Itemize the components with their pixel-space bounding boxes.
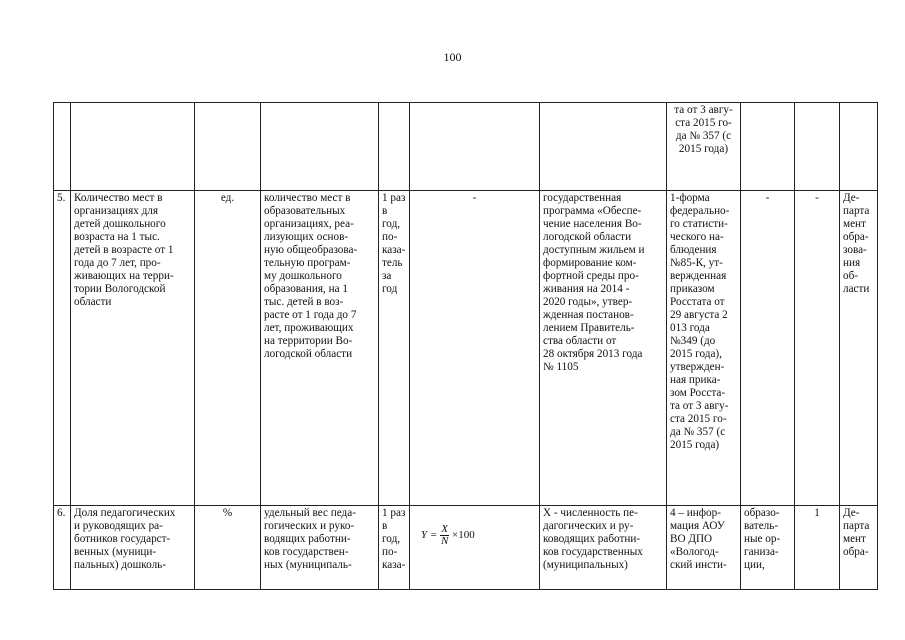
formula-fraction (440, 524, 449, 547)
formula-denominator: N (440, 535, 449, 547)
data-source: та от 3 авгу- ста 2015 го- да № 357 (с 2015 года) (667, 103, 741, 191)
formula-expression (421, 524, 475, 547)
page-number: 100 (443, 50, 462, 64)
formula-numerator: X (441, 523, 449, 535)
column-10: - (795, 191, 840, 506)
column-10: 1 (795, 506, 840, 590)
data-source: 1-форма федерально- го статисти- ческого на- блюдения №85-К, ут- вержденная приказом Росстата от 29 августа 2 013 года №349 (до 2015 года), утвержден- ная прика- зом Росста- та от 3 авгу- ста 2015 го- да № 357 (с 2015 года) (667, 191, 741, 506)
formula-rhs: ×100 (452, 529, 475, 541)
indicators-table (53, 102, 878, 590)
unit: ед. (195, 191, 261, 506)
unit (195, 103, 261, 191)
table-row (54, 506, 878, 590)
indicator-name (71, 103, 195, 191)
responsible (840, 103, 878, 191)
column-9: образо- ватель- ные ор- ганиза- ции, (741, 506, 795, 590)
formula (410, 506, 540, 590)
periodicity: 1 раз в год, по- каза- (379, 506, 410, 590)
row-number (54, 103, 71, 191)
row-number: 6. (54, 506, 71, 590)
column-10 (795, 103, 840, 191)
table-row (54, 191, 878, 506)
periodicity (379, 103, 410, 191)
table-row (54, 103, 878, 191)
basis (540, 103, 667, 191)
unit: % (195, 506, 261, 590)
data-source: 4 – инфор- мация АОУ ВО ДПО «Вологод- ский инсти- (667, 506, 741, 590)
definition (261, 103, 379, 191)
column-9: - (741, 191, 795, 506)
formula: - (410, 191, 540, 506)
periodicity: 1 раз в год, по- каза- тель за год (379, 191, 410, 506)
indicator-name: Доля педагогических и руководящих ра- ботников государст- венных (муници- пальных) дошколь- (71, 506, 195, 590)
basis: X - численность пе- дагогических и ру- ководящих работни- ков государственных (муниципальных) (540, 506, 667, 590)
definition: количество мест в образовательных организациях, реа- лизующих основ- ную общеобразова- тельную програм- му дошкольного образования, на 1 тыс. детей в воз- расте от 1 года до 7 лет, проживающих на территории Во- логодской области (261, 191, 379, 506)
responsible: Де- парта мент обра- (840, 506, 878, 590)
formula (410, 103, 540, 191)
column-9 (741, 103, 795, 191)
basis: государственная программа «Обеспе- чение населения Во- логодской области доступным жильем и формирование ком- фортной среды про- живания на 2014 - 2020 годы», утвер- жденная постанов- лением Правитель- ства области от 28 октября 2013 года № 1105 (540, 191, 667, 506)
definition: удельный вес педа- гогических и руко- водящих работни- ков государствен- ных (муниципаль- (261, 506, 379, 590)
responsible: Де- парта мент обра- зова- ния об- ласти (840, 191, 878, 506)
indicator-name: Количество мест в организациях для детей дошкольного возраста на 1 тыс. детей в возрасте от 1 года до 7 лет, про- живающих на терри- тории Вологодской области (71, 191, 195, 506)
formula-lhs: Y = (421, 529, 438, 541)
row-number: 5. (54, 191, 71, 506)
